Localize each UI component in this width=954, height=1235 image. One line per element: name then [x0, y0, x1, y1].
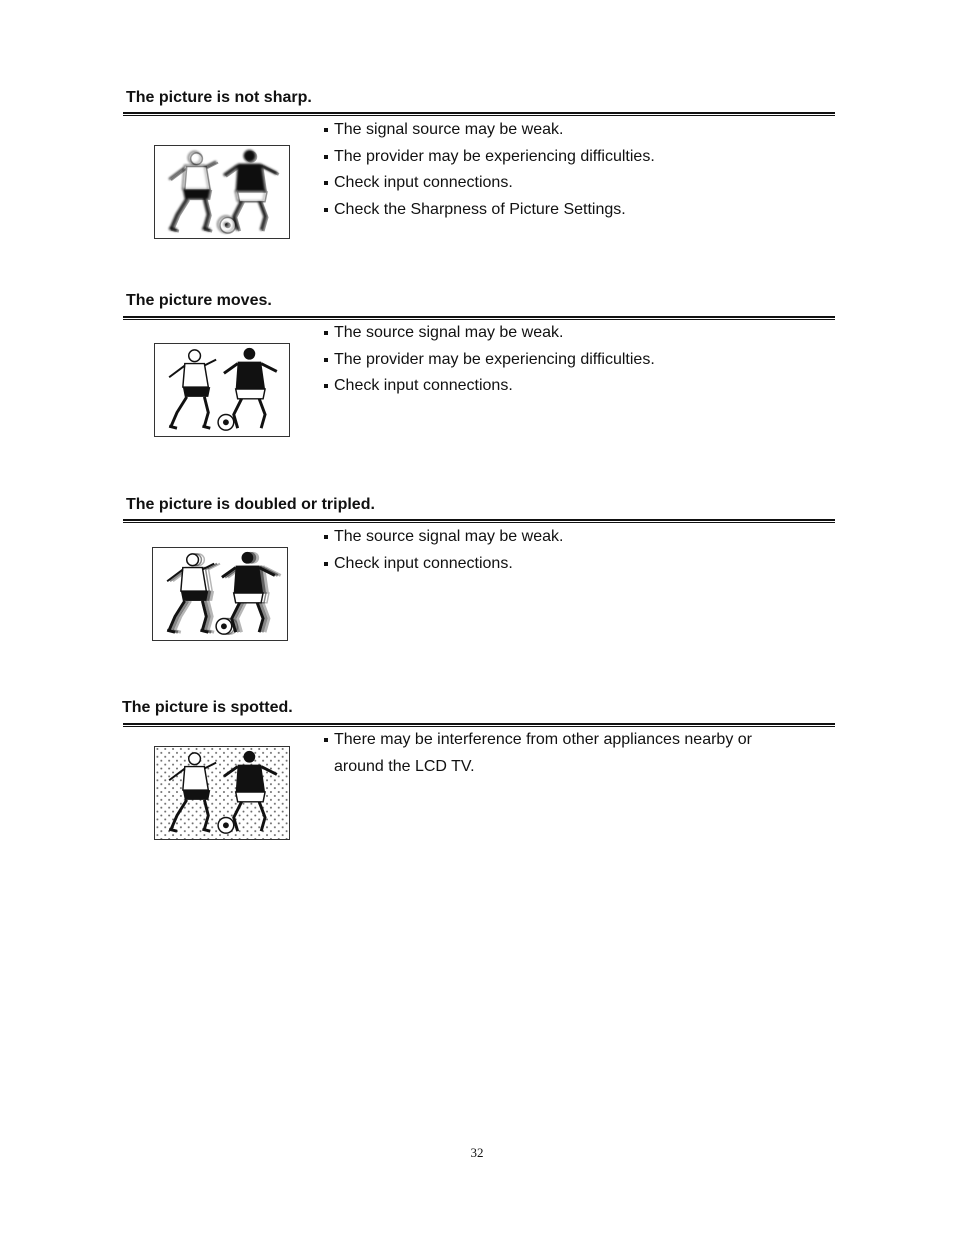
section-title: The picture is spotted. [122, 699, 293, 716]
cause-list [323, 727, 803, 780]
section-title: The picture moves. [126, 292, 272, 309]
section-divider [123, 112, 835, 116]
section-divider [123, 519, 835, 523]
cause-list [323, 117, 823, 223]
list-item: Check the Sharpness of Picture Settings. [323, 197, 823, 224]
blurry-soccer-players-icon [154, 145, 290, 239]
cause-list [323, 524, 823, 577]
moving-soccer-players-icon [154, 343, 290, 437]
list-item: The source signal may be weak. [323, 524, 823, 551]
list-item: The source signal may be weak. [323, 320, 823, 347]
list-item: The provider may be experiencing difficulties. [323, 144, 823, 171]
list-item: Check input connections. [323, 170, 823, 197]
cause-list [323, 320, 823, 400]
list-item: Check input connections. [323, 373, 823, 400]
section-title: The picture is doubled or tripled. [126, 496, 375, 513]
spotted-soccer-players-icon [154, 746, 290, 840]
list-item: There may be interference from other appliances nearby or around the LCD TV. [323, 727, 803, 780]
ghosted-soccer-players-icon [152, 547, 288, 641]
list-item: Check input connections. [323, 551, 823, 578]
list-item: The provider may be experiencing difficulties. [323, 347, 823, 374]
page-number: 32 [470, 1145, 484, 1160]
section-title: The picture is not sharp. [126, 89, 312, 106]
list-item: The signal source may be weak. [323, 117, 823, 144]
